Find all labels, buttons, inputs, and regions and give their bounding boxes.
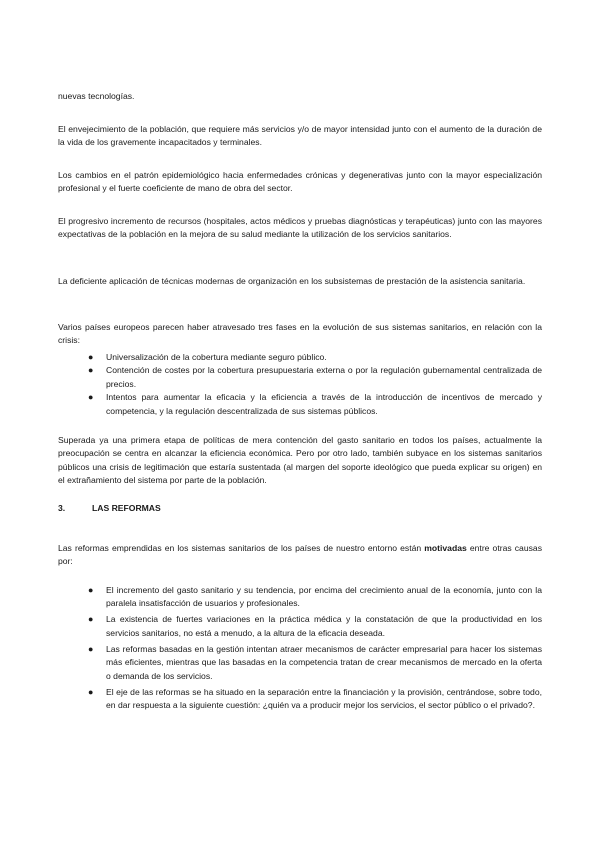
paragraph-tres-fases: Varios países europeos parecen haber atravesado tres fases en la evolución de sus sistemas sanitarios, en relación con la crisis: <box>58 322 542 346</box>
list-item-text: El incremento del gasto sanitario y su tendencia, por encima del crecimiento anual de la economía, junto con la paralela insatisfacción de usuarios y profesionales. <box>106 585 542 609</box>
bullet-icon: ● <box>88 352 94 362</box>
list-item <box>58 643 542 683</box>
paragraph-envejecimiento: El envejecimiento de la población, que requiere más servicios y/o de mayor intensidad junto con el aumento de la duración de la vida de los gravemente incapacitados y terminales. <box>58 124 542 148</box>
paragraph-superada: Superada ya una primera etapa de políticas de mera contención del gasto sanitario en todos los países, actualmente la preocupación se centra en alcanzar la eficiencia económica. Pero por otro lado, también subyace en los sistemas sanitarios públicos una crisis de legitimación que estaría sustentada (al margen del soporte ideológico que pueda explicar su origen) en el extrañamiento del sistema por parte de la población. <box>58 435 542 486</box>
list-item-text: Las reformas basadas en la gestión intentan atraer mecanismos de carácter empresarial para hacer los sistemas más eficientes, mientras que las basadas en la competencia tratan de crear mecanismos de mercado en la oferta o demanda de los servicios. <box>106 643 542 681</box>
paragraph-patron-epidemiologico: Los cambios en el patrón epidemiológico hacia enfermedades crónicas y degenerativas junto con la mayor especialización profesional y el fuerte coeficiente de mano de obra del sector. <box>58 170 542 194</box>
bullet-icon: ● <box>88 365 94 376</box>
section-heading <box>58 502 161 515</box>
paragraph-deficiente-aplicacion: La deficiente aplicación de técnicas modernas de organización en los subsistemas de prestación de la asistencia sanitaria. <box>58 276 526 286</box>
list-item-text: Universalización de la cobertura mediante seguro público. <box>106 352 327 362</box>
list-item <box>58 391 542 418</box>
list-item-text: El eje de las reformas se ha situado en la separación entre la financiación y la provisión, centrándose, sobre todo, en dar respuesta a la siguiente cuestión: ¿quién va a producir mejor los servicios, el sector público o el privado?. <box>106 686 542 711</box>
fases-list <box>58 351 542 418</box>
bullet-icon: ● <box>88 643 94 654</box>
reformas-intro-text: Las reformas emprendidas en los sistemas sanitarios de los países de nuestro entorno están <box>58 543 425 553</box>
paragraph-incremento-recursos: El progresivo incremento de recursos (hospitales, actos médicos y pruebas diagnósticas y terapéuticas) junto con las mayores expectativas de la población en la mejora de su salud mediante la utilización de los servicios sanitarios. <box>58 216 542 240</box>
bullet-icon: ● <box>88 585 94 595</box>
list-item-text: La existencia de fuertes variaciones en la práctica médica y la constatación de que la productividad en los servicios sanitarios, no está a menudo, a la altura de la eficacia deseada. <box>106 614 542 638</box>
section-title: LAS REFORMAS <box>92 503 161 513</box>
reformas-bold-word: motivadas <box>424 543 467 553</box>
list-item-text: Contención de costes por la cobertura presupuestaria externa o por la regulación gubernamental centralizada de precios. <box>106 365 542 389</box>
list-item <box>58 351 542 364</box>
list-item-text: Intentos para aumentar la eficacia y la eficiencia a través de la introducción de incentivos de mercado y competencia, y la regulación descentralizada de sus sistemas públicos. <box>106 392 542 416</box>
paragraph-reformas-intro <box>58 542 542 569</box>
bullet-icon: ● <box>88 614 94 625</box>
paragraph-nuevas-tecnologias: nuevas tecnologías. <box>58 91 135 101</box>
reformas-intro-tail: entre otras causas por: <box>58 543 542 567</box>
bullet-icon: ● <box>88 392 94 403</box>
causas-list <box>58 584 542 715</box>
section-number: 3. <box>58 503 66 513</box>
list-item <box>58 364 542 391</box>
list-item <box>58 584 542 611</box>
bullet-icon: ● <box>88 686 94 697</box>
list-item <box>58 686 542 713</box>
list-item <box>58 613 542 640</box>
